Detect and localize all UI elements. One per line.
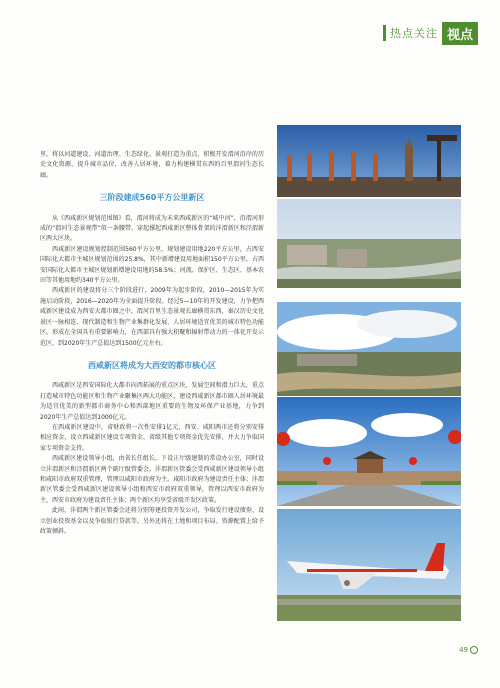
photo-clouds-river bbox=[277, 302, 461, 396]
photo-plaza-columns bbox=[277, 125, 461, 197]
photo-city-river bbox=[277, 199, 461, 288]
section-header bbox=[383, 22, 478, 44]
header-label: 热点关注 bbox=[389, 27, 438, 40]
section-title: 西咸新区将成为大西安的都市核心区 bbox=[88, 360, 216, 370]
circle-icon bbox=[470, 646, 478, 654]
paragraph: 西咸新区建设领导小组，由省长任组长，下设正厅级建制的常设办公室，同时设立沣渭新区和泾渭新区两个副厅级管委会。沣渭新区管委会受西咸新区建设领导小组和咸阳市政府双重管理，管理以咸阳市政府为主。咸阳市政府为建设责任主体；沣渭新区管委会受西咸新区建设领导小组和西安市政府双重领导，管理以西安市政府为主，西安市政府为建设责任主体；两个新区均享受省级开发区政策。 bbox=[40, 455, 264, 504]
header-box: 视点 bbox=[442, 22, 478, 45]
article-text bbox=[40, 150, 264, 537]
paragraph: 西咸新区建设规划控制范围560平方公里，规划建设用地220平方公里，占西安国际化大都市主城区规划范围的25.8%，其中新增建设用地面积150平方公里，占西安国际化大都市主城区规划新增建设用地的58.5%；河流、保护区、生态区、基本农田等其他用地约340平方公里。 bbox=[40, 245, 264, 285]
page-number-text: 49 bbox=[459, 646, 468, 654]
photo-airplane bbox=[277, 509, 461, 621]
paragraph: 西咸新区的建设将分三个阶段进行，2009年为起步阶段，2010—2015年为实施启动阶段，2016—2020年为全面提升阶段。经过5—10年的开发建设，力争把西咸新区建设成为西安大都市圈之中，渭河百里生态景观长廊横贯东西，秦汉历史文化景区一脉相连、现代制造和生物产业集群化发展、人居环境适宜优美的城市特色功能区。形成在全国具有重要影响力，在西部具有强大积聚和辐射带动力的一体化开发示范区，到2020年生产总值达到1500亿元左右。 bbox=[40, 287, 264, 347]
header-bar bbox=[383, 25, 386, 41]
paragraph: 此间，沣渭两个新区管委会还将分别筹建投资开发公司，争取发行建设债券、设立创业投资基金以及争取银行贷款等。另外还将在土地和项目布局、资源配置上给予政策倾斜。 bbox=[40, 507, 264, 535]
section-title: 三阶段建成560平方公里新区 bbox=[99, 193, 205, 203]
photo-city-gate-lanterns bbox=[277, 397, 461, 506]
intro-paragraph: 里，将以河道建设、河道治理、生态绿化、景观打造为重点，积极开发渭河沿岸的历史文化资源，提升城市品位，改善人居环境，着力构建横贯东西的百里渭河生态长廊。 bbox=[40, 151, 264, 179]
paragraph: 西咸新区是西安国际化大都市向西拓展的重点区块，发展空间和潜力巨大，重点打造城市特色功能区和生物产业聚集区两大功能区，建设西咸新区都市圈人居环境最为适宜优美的新型都市商务中心和西部地区重要的生物及环保产业基地，力争到2020年生产总值达到1000亿元。 bbox=[40, 382, 264, 421]
page-number bbox=[459, 646, 478, 654]
paragraph: 在西咸新区建设中，省财政将一次性安排1亿元，西安、咸阳两市还将分别安排相应资金，设立西咸新区建设专项资金，省级其他专项资金优先安排，并大力争取国家专项资金支持。 bbox=[40, 423, 264, 452]
paragraph: 从《西咸新区规划范围图》看，渭河将成为未来西咸新区的“城中河”，沿渭河形成的“渭河生态景观带”似一条腰带，穿起撑起西咸新区整体骨架的沣渭新区和泾渭新区两大区块。 bbox=[40, 214, 264, 243]
